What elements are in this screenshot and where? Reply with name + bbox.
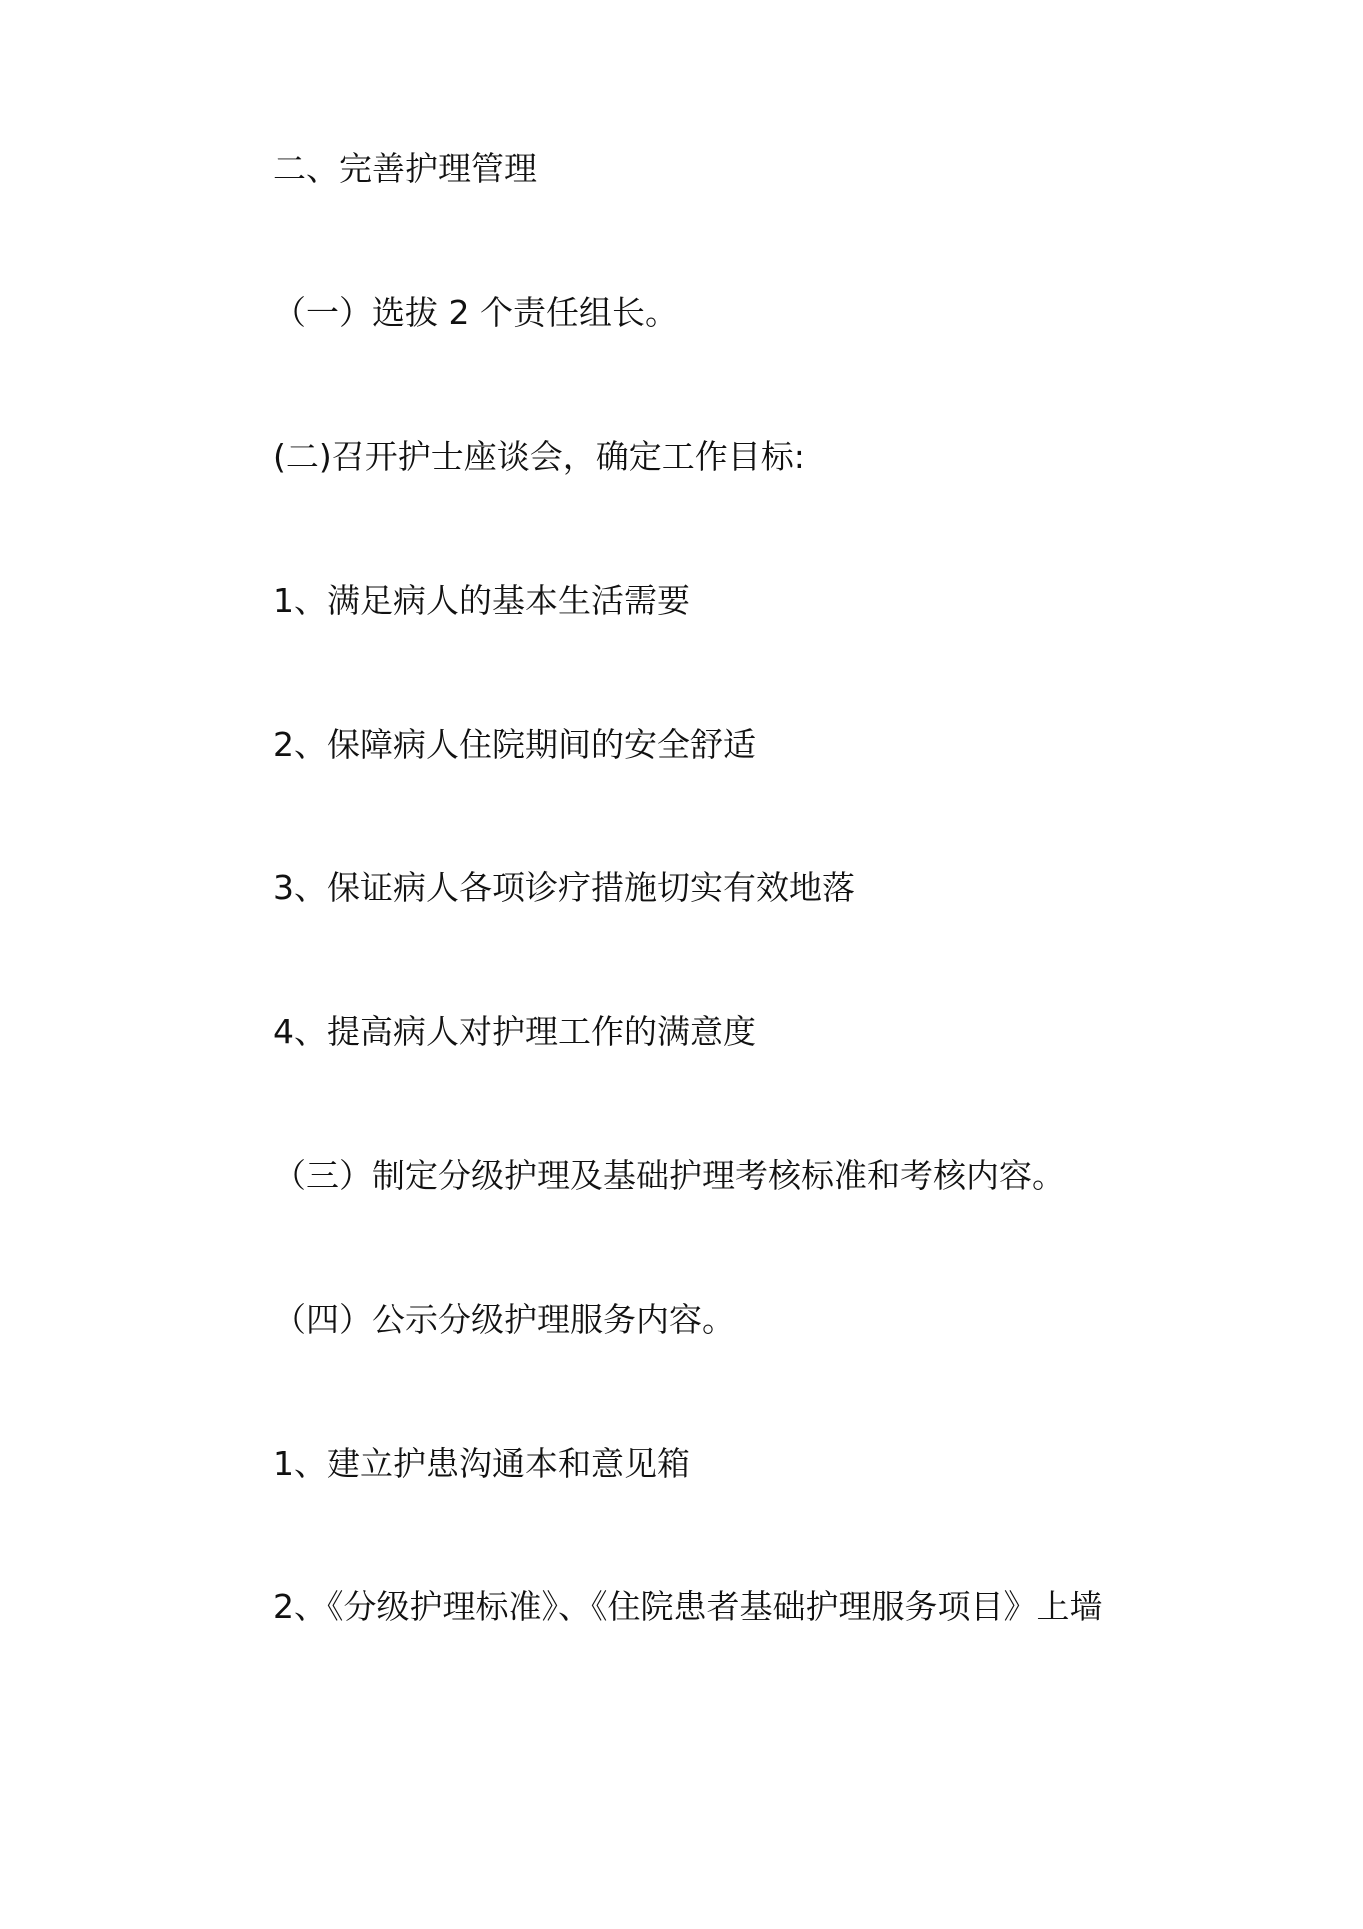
list-item: 2、保障病人住院期间的安全舒适: [273, 725, 756, 764]
list-item: 2、《分级护理标准》、《住院患者基础护理服务项目》上墙: [273, 1587, 1103, 1626]
section-heading: 二、完善护理管理: [273, 149, 537, 188]
paragraph-line: （三）制定分级护理及基础护理考核标准和考核内容。: [273, 1156, 1065, 1195]
list-item: 1、满足病人的基本生活需要: [273, 581, 690, 620]
list-item: 1、建立护患沟通本和意见箱: [273, 1444, 690, 1483]
list-item: 4、提高病人对护理工作的满意度: [273, 1012, 756, 1051]
paragraph-line: (二)召开护士座谈会，确定工作目标:: [273, 437, 805, 476]
paragraph-line: （四）公示分级护理服务内容。: [273, 1300, 735, 1339]
list-item: 3、保证病人各项诊疗措施切实有效地落: [273, 868, 855, 907]
paragraph-line: （一）选拔 2 个责任组长。: [273, 293, 678, 332]
